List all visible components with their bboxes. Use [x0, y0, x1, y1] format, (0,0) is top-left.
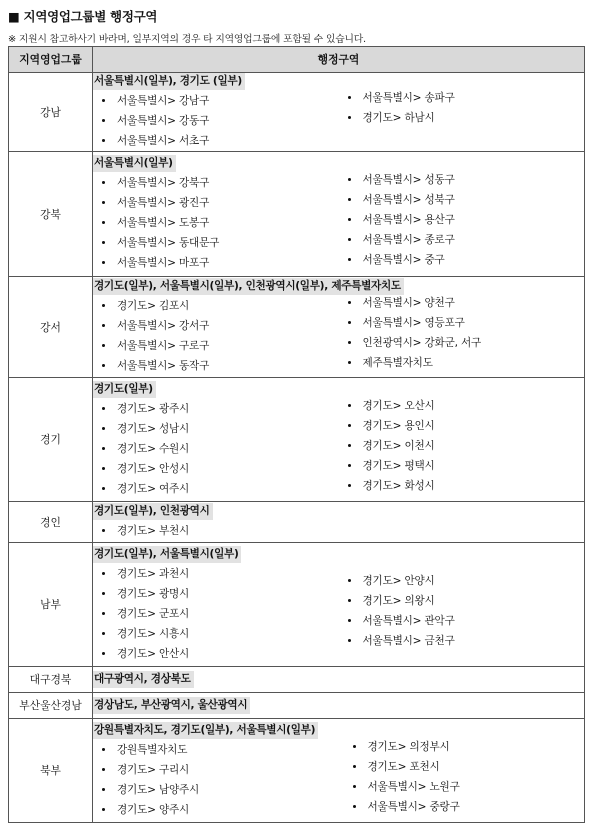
table-row	[9, 73, 585, 152]
list-item: • 서울특별시> 서초구	[115, 131, 339, 151]
area-cell	[93, 543, 585, 667]
list-item: • 경기도> 용인시	[361, 416, 585, 436]
area-header: 대구광역시, 경상북도	[93, 671, 194, 688]
area-header: 경상남도, 부산광역시, 울산광역시	[93, 697, 250, 714]
list-item: • 경기도> 광주시	[115, 399, 339, 419]
area-header: 강원특별자치도, 경기도(일부), 서울특별시(일부)	[93, 722, 318, 739]
list-item: • 서울특별시> 구로구	[115, 336, 339, 356]
area-header: 경기도(일부)	[93, 381, 156, 398]
group-cell: 경인	[9, 502, 93, 543]
list-item: • 경기도> 양주시	[115, 800, 334, 820]
area-cell	[93, 277, 585, 378]
list-item: • 경기도> 수원시	[115, 439, 339, 459]
list-item: • 서울특별시> 마포구	[115, 253, 339, 273]
area-header: 경기도(일부), 인천광역시	[93, 503, 213, 520]
table-row	[9, 277, 585, 378]
area-cell	[93, 719, 585, 823]
list-item: • 경기도> 오산시	[361, 396, 585, 416]
list-item: • 경기도> 평택시	[361, 456, 585, 476]
table-row	[9, 667, 585, 693]
list-item: • 서울특별시> 종로구	[361, 230, 585, 250]
list-item: • 서울특별시> 강남구	[115, 91, 339, 111]
area-cell	[93, 73, 585, 152]
list-item: • 경기도> 안양시	[361, 571, 585, 591]
group-cell: 강서	[9, 277, 93, 378]
list-item: • 경기도> 포천시	[366, 757, 585, 777]
list-item: • 서울특별시> 금천구	[361, 631, 585, 651]
list-item: • 경기도> 시흥시	[115, 624, 339, 644]
list-item: • 경기도> 군포시	[115, 604, 339, 624]
page-title: ■ 지역영업그룹별 행정구역	[8, 9, 158, 24]
list-item: • 서울특별시> 강서구	[115, 316, 339, 336]
group-cell: 부산울산경남	[9, 693, 93, 719]
area-cell	[93, 667, 585, 693]
list-item: • 서울특별시> 영등포구	[361, 313, 585, 333]
list-item: • 서울특별시> 양천구	[361, 293, 585, 313]
list-item: • 서울특별시> 노원구	[366, 777, 585, 797]
list-item: • 경기도> 의정부시	[366, 737, 585, 757]
list-item: • 서울특별시> 강북구	[115, 173, 339, 193]
list-item: • 서울특별시> 송파구	[361, 88, 585, 108]
region-table	[8, 46, 585, 823]
list-item: • 서울특별시> 중랑구	[366, 797, 585, 817]
list-item: • 경기도> 안성시	[115, 459, 339, 479]
list-item: • 서울특별시> 관악구	[361, 611, 585, 631]
list-item: • 경기도> 구리시	[115, 760, 334, 780]
list-item: • 경기도> 성남시	[115, 419, 339, 439]
list-item: • 경기도> 남양주시	[115, 780, 334, 800]
area-cell	[93, 693, 585, 719]
list-item: • 서울특별시> 중구	[361, 250, 585, 270]
list-item: • 제주특별자치도	[361, 353, 585, 373]
list-item: • 경기도> 화성시	[361, 476, 585, 496]
list-item: • 서울특별시> 성북구	[361, 190, 585, 210]
group-cell: 북부	[9, 719, 93, 823]
list-item: • 경기도> 광명시	[115, 584, 339, 604]
group-cell: 남부	[9, 543, 93, 667]
group-cell: 경기	[9, 378, 93, 502]
table-row	[9, 152, 585, 277]
list-item: • 경기도> 김포시	[115, 296, 339, 316]
table-header-row	[9, 47, 585, 73]
table-row	[9, 502, 585, 543]
list-item: • 경기도> 여주시	[115, 479, 339, 499]
list-item: • 경기도> 하남시	[361, 108, 585, 128]
list-item: • 서울특별시> 광진구	[115, 193, 339, 213]
list-item: • 서울특별시> 성동구	[361, 170, 585, 190]
table-row	[9, 719, 585, 823]
table-row	[9, 378, 585, 502]
list-item: • 서울특별시> 동대문구	[115, 233, 339, 253]
list-item: • 경기도> 이천시	[361, 436, 585, 456]
list-item: • 서울특별시> 도봉구	[115, 213, 339, 233]
column-header-group: 지역영업그룹	[9, 47, 93, 73]
area-cell	[93, 152, 585, 277]
area-header: 서울특별시(일부), 경기도 (일부)	[93, 73, 245, 90]
area-cell	[93, 378, 585, 502]
table-row	[9, 543, 585, 667]
column-header-area: 행정구역	[93, 47, 585, 73]
area-header: 경기도(일부), 서울특별시(일부)	[93, 546, 241, 563]
group-cell: 대구경북	[9, 667, 93, 693]
list-item: • 서울특별시> 강동구	[115, 111, 339, 131]
list-item: • 강원특별자치도	[115, 740, 334, 760]
list-item: • 경기도> 의왕시	[361, 591, 585, 611]
table-row	[9, 693, 585, 719]
list-item: • 경기도> 과천시	[115, 564, 339, 584]
group-cell: 강북	[9, 152, 93, 277]
list-item: • 경기도> 부천시	[115, 521, 339, 541]
area-header: 서울특별시(일부)	[93, 155, 176, 172]
list-item: • 인천광역시> 강화군, 서구	[361, 333, 585, 353]
area-cell	[93, 502, 585, 543]
list-item: • 서울특별시> 용산구	[361, 210, 585, 230]
area-header: 경기도(일부), 서울특별시(일부), 인천광역시(일부), 제주특별자치도	[93, 278, 404, 295]
list-item: • 서울특별시> 동작구	[115, 356, 339, 376]
group-cell: 강남	[9, 73, 93, 152]
notice-text: ※ 지원시 참고하사기 바라며, 일부지역의 경우 타 지역영업그룹에 포함될 수 있습니다.	[8, 34, 366, 45]
list-item: • 경기도> 안산시	[115, 644, 339, 664]
